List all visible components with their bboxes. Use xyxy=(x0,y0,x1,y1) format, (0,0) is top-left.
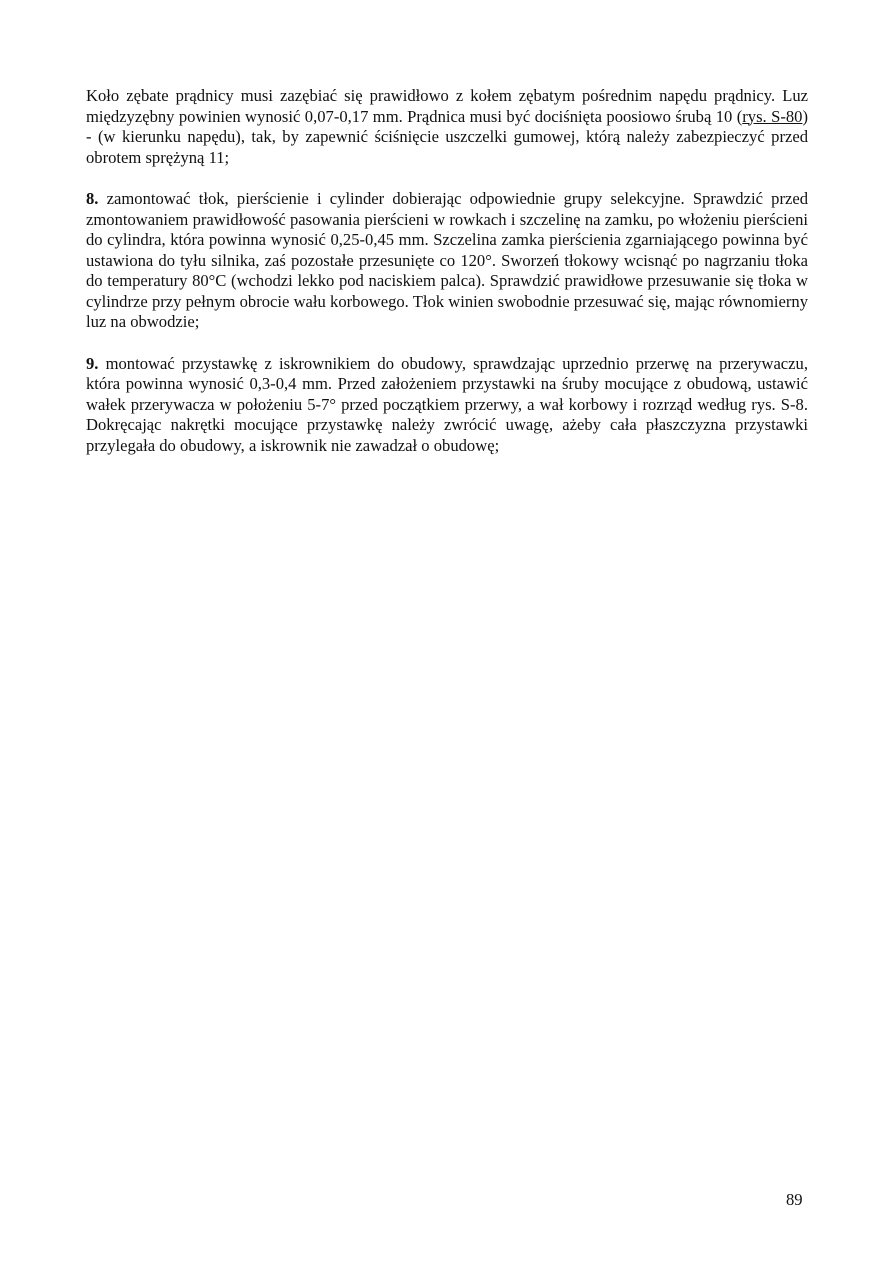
paragraph-text: montować przystawkę z iskrownikiem do obudowy, sprawdzając uprzednio przerwę na przerywaczu, która powinna wynosić 0,3-0,4 mm. Przed założeniem przystawki na śruby mocujące z obudową, ustawić wałek przerywacza w położeniu 5-7° przed początkiem przerwy, a wał korbowy i rozrząd według rys. S-8. Dokręcając nakrętki mocujące przystawkę należy zwrócić uwagę, ażeby cała płaszczyzna przystawki przylegała do obudowy, a iskrownik nie zawadzał o obudowę; xyxy=(86,353,808,455)
page-number: 89 xyxy=(786,1190,803,1209)
document-body xyxy=(86,86,808,477)
step-number: 8. xyxy=(86,189,99,208)
step-number: 9. xyxy=(86,353,99,373)
figure-reference-link[interactable]: rys. S-80 xyxy=(742,106,803,126)
paragraph-text: zamontować tłok, pierścienie i cylinder dobierając odpowiednie grupy selekcyjne. Sprawdzić przed zmontowaniem prawidłowość pasowania pierścieni w rowkach i szczelinę na zamku, po włożeniu pierścieni do cylindra, która powinna wynosić 0,25-0,45 mm. Szczelina zamka pierścienia zgarniającego powinna być ustawiona do tyłu silnika, zaś pozostałe przesunięte co 120°. Sworzeń tłokowy wcisnąć po nagrzaniu tłoka do temperatury 80°C (wchodzi lekko pod naciskiem palca). Sprawdzić prawidłowe przesuwanie się tłoka w cylindrze przy pełnym obrocie wału korbowego. Tłok winien swobodnie przesuwać się, mając równomierny luz na obwodzie; xyxy=(86,189,808,331)
paragraph-generator xyxy=(86,86,808,168)
paragraph-text: Koło zębate prądnicy musi zazębiać się prawidłowo z kołem zębatym pośrednim napędu prądnicy. Luz międzyzębny powinien wynosić 0,07-0,17 mm. Prądnica musi być dociśnięta poosiowo śrubą 10 ( xyxy=(86,86,808,126)
paragraph-step-9 xyxy=(86,354,808,457)
paragraph-step-8 xyxy=(86,189,808,333)
paragraph-text: ) - (w kierunku napędu), tak, by zapewnić ściśnięcie uszczelki gumowej, którą należy zabezpieczyć przed obrotem sprężyną 11; xyxy=(86,106,808,167)
